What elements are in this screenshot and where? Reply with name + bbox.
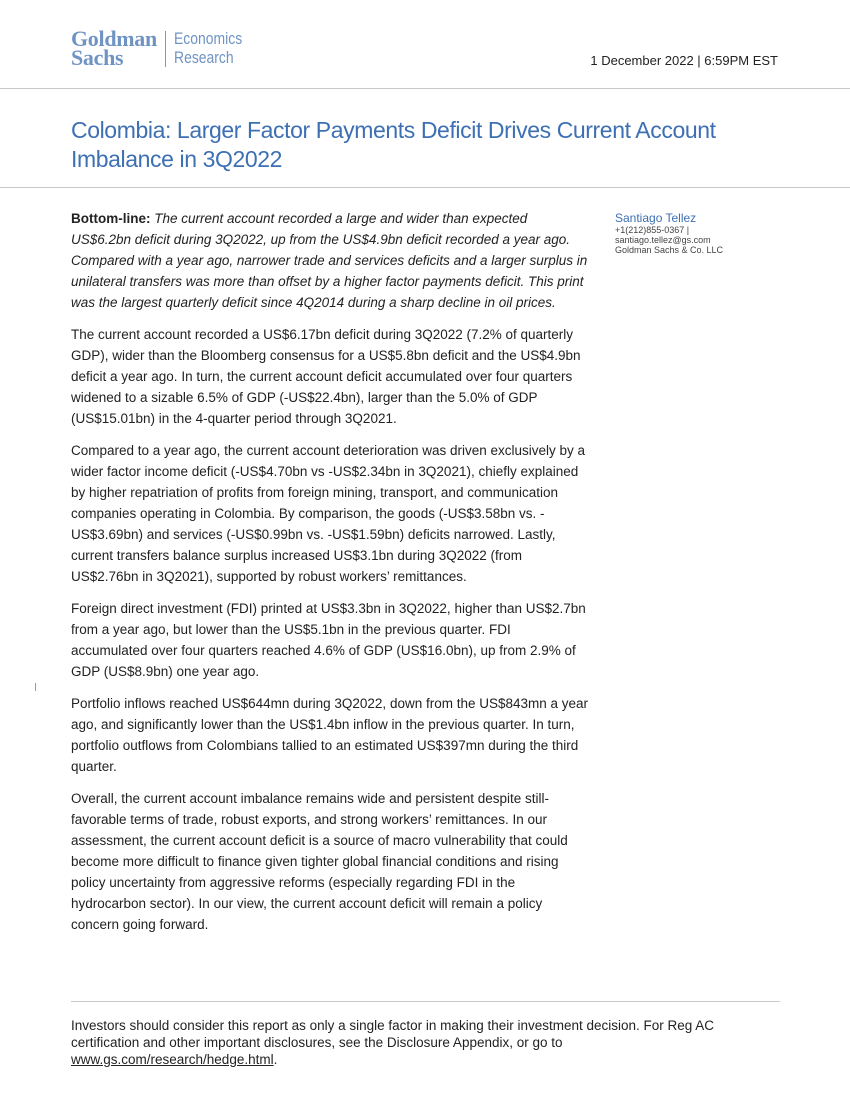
bottom-line-label: Bottom-line: bbox=[71, 211, 151, 226]
report-body bbox=[71, 208, 591, 946]
disclaimer-text: Investors should consider this report as only a single factor in making their investment decision. For Reg AC certification and other important disclosures, see the Disclosure Appendix, or go to bbox=[71, 1018, 715, 1050]
division-line-research: Research bbox=[173, 48, 234, 67]
logo-line-sachs: Sachs bbox=[71, 45, 124, 70]
division-name bbox=[174, 29, 242, 67]
footer-divider bbox=[71, 1001, 780, 1002]
report-date: 1 December 2022 | 6:59PM EST bbox=[590, 53, 778, 68]
report-title: Colombia: Larger Factor Payments Deficit Drives Current Account Imbalance in 3Q2022 bbox=[71, 117, 716, 172]
logo-divider bbox=[165, 31, 166, 67]
goldman-sachs-logo bbox=[71, 26, 257, 70]
bottom-line-text: The current account recorded a large and wider than expected US$6.2bn deficit during 3Q2022, up from the US$4.9bn deficit recorded a year ago. Compared with a year ago, narrower trade and services deficits and a larger surplus in unilateral transfers was more than offset by a higher factor payments deficit. This print was the largest quarterly deficit since 4Q2014 during a sharp decline in oil prices. bbox=[71, 211, 588, 310]
author-email[interactable]: santiago.tellez@gs.com bbox=[615, 235, 711, 245]
author-block bbox=[615, 211, 795, 255]
author-firm: Goldman Sachs & Co. LLC bbox=[615, 245, 724, 255]
division-line-economics: Economics bbox=[173, 29, 243, 48]
paragraph-portfolio: Portfolio inflows reached US$644mn during 3Q2022, down from the US$843mn a year ago, and significantly lower than the US$1.4bn inflow in the previous quarter. In turn, portfolio outflows from Colombians tallied to an estimated US$397mn during the third quarter. bbox=[71, 696, 589, 774]
title-divider bbox=[0, 187, 850, 188]
bottom-line-paragraph bbox=[71, 208, 591, 313]
author-name: Santiago Tellez bbox=[615, 211, 697, 225]
header-divider bbox=[0, 88, 850, 89]
disclaimer-suffix: . bbox=[273, 1052, 278, 1067]
margin-mark bbox=[35, 683, 36, 691]
paragraph-overall: Overall, the current account imbalance remains wide and persistent despite still-favorable terms of trade, robust exports, and strong workers’ remittances. In our assessment, the current account deficit is a source of macro vulnerability that could become more difficult to finance given tighter global financial conditions and rising policy uncertainty from aggressive reforms (especially regarding FDI in the hydrocarbon sector). In our view, the current account deficit will remain a policy concern going forward. bbox=[71, 791, 568, 932]
logo-line-goldman: Goldman bbox=[71, 26, 157, 51]
logo-wordmark bbox=[71, 26, 157, 70]
author-phone: +1(212)855-0367 | bbox=[615, 225, 690, 235]
disclaimer bbox=[71, 1017, 771, 1068]
paragraph-current-account: The current account recorded a US$6.17bn deficit during 3Q2022 (7.2% of quarterly GDP), wider than the Bloomberg consensus for a US$5.8bn deficit and the US$4.9bn deficit a year ago. In turn, the current account deficit accumulated over four quarters widened to a sizable 6.5% of GDP (-US$22.4bn), larger than the 5.0% of GDP (US$15.01bn) in the 4-quarter period through 3Q2021. bbox=[71, 327, 581, 426]
paragraph-fdi: Foreign direct investment (FDI) printed at US$3.3bn in 3Q2022, higher than US$2.7bn from a year ago, but lower than the US$5.1bn in the previous quarter. FDI accumulated over four quarters reached 4.6% of GDP (US$16.0bn), up from 2.9% of GDP (US$8.9bn) one year ago. bbox=[71, 601, 586, 679]
disclosure-link[interactable]: www.gs.com/research/hedge.html bbox=[71, 1052, 274, 1067]
paragraph-deterioration: Compared to a year ago, the current account deterioration was driven exclusively by a wider factor income deficit (-US$4.70bn vs -US$2.34bn in 3Q2021), chiefly explained by higher repatriation of profits from foreign mining, transport, and communication companies operating in Colombia. By comparison, the goods (-US$3.58bn vs. -US$3.69bn) and services (-US$0.99bn vs. -US$1.59bn) deficits narrowed. Lastly, current transfers balance surplus increased US$3.1bn during 3Q2022 (from US$2.76bn in 3Q2021), supported by robust workers’ remittances. bbox=[71, 443, 586, 584]
